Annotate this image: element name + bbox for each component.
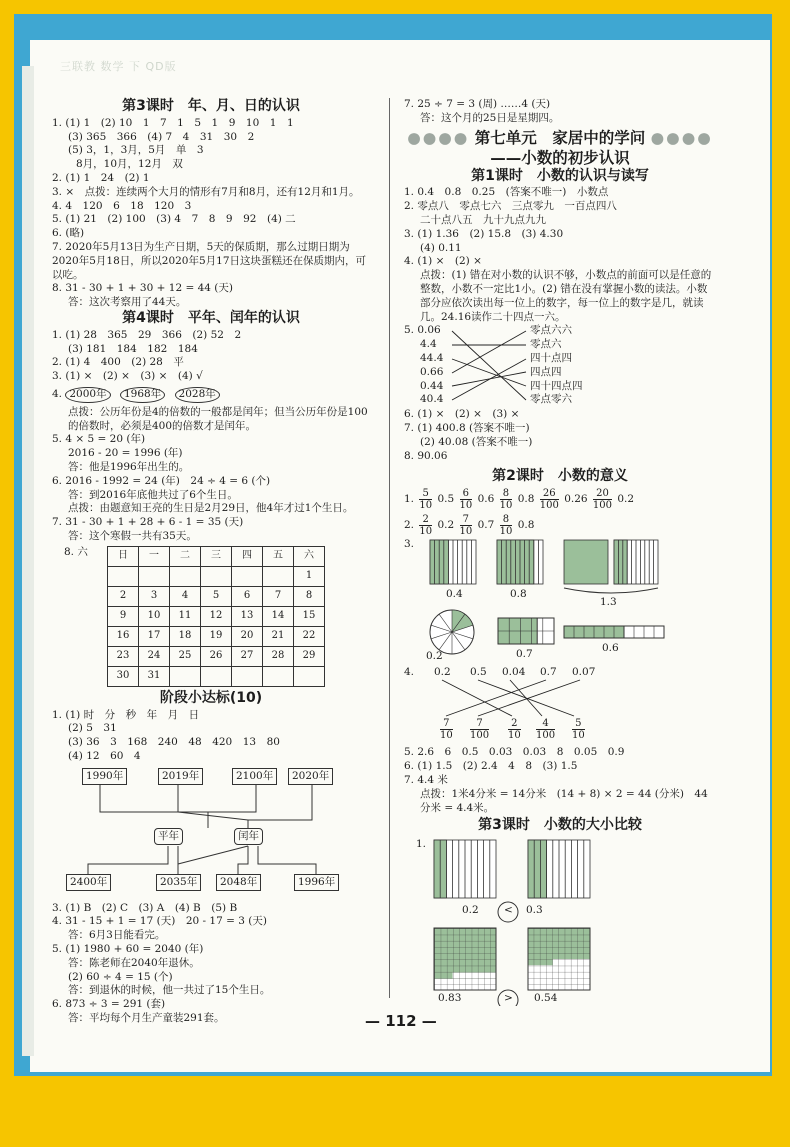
decimal-fraction-matching <box>404 666 716 746</box>
column-divider <box>389 98 390 998</box>
answer-line: 答：陈老师在2040年退休。 <box>68 956 200 969</box>
tip-text: 点拨：由题意知王亮的生日是2月29日，他4年才过1个生日。 <box>68 502 354 515</box>
compare-value: 0.83 <box>438 992 462 1005</box>
leap-year-box: 闰年 <box>234 828 263 846</box>
match-left-item: 0.66 <box>420 365 444 378</box>
shading-diagrams <box>404 538 716 664</box>
calendar-day-cell: 29 <box>294 646 325 666</box>
r-lesson1-title: 第1课时 小数的认识与读写 <box>471 167 649 184</box>
match-right-item: 四十四点四 <box>530 379 583 392</box>
r-lesson2-title: 第2课时 小数的意义 <box>492 467 628 484</box>
calendar-day-cell: 11 <box>170 606 201 626</box>
answer-line: 7. 4.4 米 <box>404 773 448 786</box>
denominator: 10 <box>508 730 521 742</box>
calendar-day-cell: 5 <box>201 586 232 606</box>
calendar-day-cell: 24 <box>139 646 170 666</box>
calendar-day-cell: 12 <box>201 606 232 626</box>
calendar-day-cell <box>232 666 263 686</box>
left-column <box>52 98 370 1026</box>
answer-line: 5. (1) 21 (2) 100 (3) 4 7 8 9 92 (4) 二 <box>52 213 296 226</box>
year-box: 1990年 <box>82 768 127 786</box>
fraction-answer-row <box>404 512 716 538</box>
q4-label: 4. <box>404 666 415 679</box>
lesson3-title: 第3课时 年、月、日的认识 <box>122 98 300 114</box>
q2-label: 2. <box>404 519 415 532</box>
calendar-day-cell: 31 <box>139 666 170 686</box>
answer-line: (3) 36 3 168 240 48 420 13 80 <box>68 736 280 749</box>
decimal-value: 0.2 <box>437 519 455 532</box>
unit-title-text: 第七单元 家居中的学问 <box>474 128 646 147</box>
answer-line: 7. (1) 400.8 (答案不唯一) <box>404 422 530 435</box>
decimal-value: 0.5 <box>437 493 455 506</box>
calendar-header-cell: 三 <box>201 546 232 566</box>
denominator: 10 <box>459 499 473 511</box>
answer-line: 二十点八五 九十九点九九 <box>420 213 546 226</box>
match-left-item: 4.4 <box>420 338 437 351</box>
calendar-row <box>108 586 325 606</box>
answer-line: 2. 零点八 零点七六 三点零九 一百点四八 <box>404 200 617 213</box>
answer-line: 2. (1) 1 24 (2) 1 <box>52 171 150 184</box>
dots-decoration-left: ●●●● <box>407 128 470 147</box>
answer-line: 答：这次考察用了44天。 <box>68 296 187 309</box>
tip-text: 点拨：1米4分米 = 14分米 (14 + 8) × 2 = 44 (分米) 44分米 = 4.4米。 <box>420 787 708 814</box>
denominator: 100 <box>470 730 490 742</box>
calendar-day-cell: 23 <box>108 646 139 666</box>
fraction <box>419 488 432 511</box>
calendar-day-cell <box>201 566 232 586</box>
q1-label: 1. <box>416 838 427 851</box>
leap-year-oval: 2000年 <box>65 387 110 403</box>
answer-line <box>52 387 370 403</box>
calendar-day-cell: 1 <box>294 566 325 586</box>
year-box: 2400年 <box>66 874 111 892</box>
calendar-day-cell: 7 <box>263 586 294 606</box>
answer-line: 4. 4 120 6 18 120 3 <box>52 199 192 212</box>
q1-label: 1. <box>404 493 415 506</box>
calendar-day-cell <box>108 566 139 586</box>
year-box: 2035年 <box>156 874 201 892</box>
lesson4-title: 第4课时 平年、闰年的认识 <box>122 309 300 326</box>
compare-sign: < <box>504 904 513 917</box>
top-decimal: 0.07 <box>572 666 596 679</box>
answer-line: 7. 2020年5月13日为生产日期，5天的保质期，那么过期日期为2020年5月18日，所以2020年5月17日这块蛋糕还在保质期内，可以吃。 <box>52 240 367 281</box>
numerator: 5 <box>572 718 585 730</box>
match-left-item: 44.4 <box>420 351 444 364</box>
r-lesson3-title: 第3课时 小数的大小比较 <box>478 817 642 834</box>
answer-line: 3. (1) B (2) C (3) A (4) B (5) B <box>52 901 238 914</box>
compare-diagrams <box>404 836 716 1006</box>
answer-line: 4. 31 - 15 + 1 = 17 (天) 20 - 17 = 3 (天) <box>52 915 267 928</box>
leap-year-oval: 1968年 <box>120 387 165 403</box>
answer-line: (2) 40.08 (答案不唯一) <box>420 435 533 448</box>
answer-line: 答：他是1996年出生的。 <box>68 460 190 473</box>
calendar-row <box>108 646 325 666</box>
q4-label: 4. <box>52 387 63 400</box>
fraction <box>572 718 585 741</box>
answer-line: 6. (1) × (2) × (3) × <box>404 408 520 421</box>
calendar-day-cell: 13 <box>232 606 263 626</box>
answer-line: 答：这个月的25日是星期四。 <box>420 111 560 124</box>
q3-label: 3. <box>404 538 415 551</box>
compare-value: 0.3 <box>526 904 543 917</box>
unit-title <box>404 128 716 148</box>
top-decimal: 0.2 <box>434 666 451 679</box>
right-column <box>404 98 716 1006</box>
compare-sign: > <box>504 992 513 1005</box>
answer-line: 1. (1) 时 分 秒 年 月 日 <box>52 708 200 721</box>
calendar-header-cell: 六 <box>294 546 325 566</box>
numerator: 4 <box>536 718 555 730</box>
fraction <box>500 514 513 537</box>
answer-line: 8月，10月，12月 双 <box>76 158 183 171</box>
decimal-value: 0.7 <box>477 519 495 532</box>
calendar-day-cell <box>139 566 170 586</box>
match-right-item: 零点零六 <box>530 393 572 406</box>
calendar-row <box>108 666 325 686</box>
answer-line: (3) 365 366 (4) 7 4 31 30 2 <box>68 130 255 143</box>
answer-line: 2. (1) 4 400 (2) 28 平 <box>52 356 184 369</box>
calendar-header-row <box>108 546 325 566</box>
numerator: 8 <box>500 514 513 526</box>
answer-line: 5. (1) 1980 + 60 = 2040 (年) <box>52 943 204 956</box>
calendar-day-cell <box>263 666 294 686</box>
numerator: 8 <box>500 488 513 500</box>
calendar-day-cell: 15 <box>294 606 325 626</box>
answer-line: 答：到2016年底他共过了6个生日。 <box>68 488 238 501</box>
answer-line: 7. 25 ÷ 7 = 3 (周) ……4 (天) <box>404 98 551 110</box>
match-right-item: 四十点四 <box>530 351 572 364</box>
calendar-day-cell: 25 <box>170 646 201 666</box>
decimal-value: 0.6 <box>477 493 495 506</box>
decimal-value: 0.2 <box>617 493 635 506</box>
shade-label: 0.7 <box>516 648 533 661</box>
match-right-item: 四点四 <box>530 365 562 378</box>
fraction <box>500 488 513 511</box>
answer-line: 3. × 点拨：连续两个大月的情形有7月和8月，还有12月和1月。 <box>52 185 360 198</box>
unit-subtitle: ——小数的初步认识 <box>490 148 630 167</box>
calendar-day-cell: 20 <box>232 626 263 646</box>
calendar-day-cell: 9 <box>108 606 139 626</box>
answer-line: 答：6月3日能看完。 <box>68 929 166 942</box>
numerator: 7 <box>460 514 473 526</box>
shade-label: 0.8 <box>510 588 527 601</box>
year-box: 1996年 <box>294 874 339 892</box>
calendar-day-cell: 8 <box>294 586 325 606</box>
numerator: 7 <box>440 718 453 730</box>
answer-line: 5. 2.6 6 0.5 0.03 0.03 8 0.05 0.9 <box>404 746 625 759</box>
denominator: 100 <box>536 730 556 742</box>
match-right-item: 零点六 <box>530 338 562 351</box>
answer-line: (2) 5 31 <box>68 722 117 735</box>
fraction <box>460 514 473 537</box>
denominator: 10 <box>419 525 433 537</box>
year-classification-tree <box>52 764 370 890</box>
match-left-item: 40.4 <box>420 393 444 406</box>
dots-decoration-right: ●●●● <box>650 128 713 147</box>
calendar-block <box>52 546 370 687</box>
numerator: 6 <box>460 488 473 500</box>
calendar-day-cell: 30 <box>108 666 139 686</box>
answer-line: 4. (1) × (2) × <box>404 255 482 268</box>
calendar-day-cell <box>294 666 325 686</box>
answer-line: 1. (1) 1 (2) 10 1 7 1 5 1 9 10 1 1 <box>52 116 294 129</box>
denominator: 100 <box>592 499 613 511</box>
answer-line: 3. (1) 1.36 (2) 15.8 (3) 4.30 <box>404 227 564 240</box>
calendar-day-cell <box>170 566 201 586</box>
answer-line: 答：到退休的时候，他一共过了15个生日。 <box>68 984 271 997</box>
fraction <box>508 718 521 741</box>
calendar-header-cell: 一 <box>139 546 170 566</box>
match-right-list <box>530 324 583 407</box>
answer-line: (5) 3，1，3月，5月 单 3 <box>68 144 204 157</box>
answer-line: 6. (略) <box>52 227 85 240</box>
compare-grids-svg <box>404 836 716 1006</box>
denominator: 10 <box>440 730 453 742</box>
calendar-day-cell: 6 <box>232 586 263 606</box>
answer-line: 答：平均每个月生产童装291套。 <box>68 1012 225 1025</box>
calendar-day-cell: 22 <box>294 626 325 646</box>
calendar-day-cell: 2 <box>108 586 139 606</box>
answer-line: (3) 181 184 182 184 <box>68 342 198 355</box>
tip-text: 点拨：公历年份是4的倍数的一般都是闰年；但当公历年份是100的倍数时，必须是400的倍数才是闰年。 <box>68 405 368 432</box>
compare-value: 0.54 <box>534 992 558 1005</box>
shade-label: 0.4 <box>446 588 463 601</box>
answer-line: (4) 12 60 4 <box>68 749 141 762</box>
fraction <box>440 718 453 741</box>
answer-line: 1. 0.4 0.8 0.25 (答案不唯一) 小数点 <box>404 186 609 199</box>
common-year-box: 平年 <box>154 828 183 846</box>
calendar-header-cell: 二 <box>170 546 201 566</box>
decimal-value: 0.8 <box>517 519 535 532</box>
fraction-answer-row <box>404 486 716 512</box>
numerator: 26 <box>540 488 559 500</box>
answer-line: 7. 31 - 30 + 1 + 28 + 6 - 1 = 35 (天) <box>52 516 244 529</box>
calendar-row <box>108 606 325 626</box>
answer-line: (4) 0.11 <box>420 241 462 254</box>
header-ghost-text: 三联教 数学 下 QD版 <box>60 60 177 73</box>
numerator: 5 <box>419 488 432 500</box>
calendar-day-cell <box>201 666 232 686</box>
calendar-day-cell: 21 <box>263 626 294 646</box>
decimal-value: 0.26 <box>564 493 588 506</box>
top-decimal: 0.04 <box>502 666 526 679</box>
denominator: 100 <box>539 499 559 511</box>
fraction <box>460 488 473 511</box>
fraction <box>593 488 612 511</box>
leap-year-oval: 2028年 <box>175 387 220 403</box>
calendar-day-cell: 10 <box>139 606 170 626</box>
shade-label: 0.2 <box>426 650 443 663</box>
year-box: 2100年 <box>232 768 277 786</box>
fraction <box>540 488 559 511</box>
answer-line: 1. (1) 28 365 29 366 (2) 52 2 <box>52 328 242 341</box>
calendar-header-cell: 五 <box>263 546 294 566</box>
match-right-item: 零点六六 <box>530 324 572 337</box>
top-decimal: 0.7 <box>540 666 557 679</box>
answer-line: 6. 2016 - 1992 = 24 (年) 24 ÷ 4 = 6 (个) <box>52 474 271 487</box>
binding-strip <box>22 66 34 1056</box>
denominator: 10 <box>499 499 513 511</box>
match-left-item: 0.44 <box>420 379 444 392</box>
calendar-day-cell: 3 <box>139 586 170 606</box>
answer-line: 2016 - 20 = 1996 (年) <box>68 447 183 460</box>
denominator: 10 <box>459 525 473 537</box>
calendar-day-cell: 16 <box>108 626 139 646</box>
answer-line: (2) 60 ÷ 4 = 15 (个) <box>68 970 173 983</box>
fraction <box>419 514 432 537</box>
answer-line: 8. 31 - 30 + 1 + 30 + 12 = 44 (天) <box>52 282 233 295</box>
denominator: 10 <box>499 525 513 537</box>
year-box: 2019年 <box>158 768 203 786</box>
fraction <box>536 718 555 741</box>
tip-text: 点拨：(1) 错在对小数的认识不够，小数点的前面可以是任意的整数，小数不一定比1小。(2) 错在没有掌握小数的读法。小数部分应依次读出每一位上的数字，每一位上的数字是几，就读几。24.16读作二十四点一六。 <box>420 269 712 323</box>
calendar-day-cell: 26 <box>201 646 232 666</box>
match-left-item: 5. 0.06 <box>404 324 441 337</box>
calendar-table <box>107 546 325 687</box>
answer-line: 答：这个寒假一共有35天。 <box>68 529 197 542</box>
q8-label: 8. 六 <box>64 545 88 558</box>
calendar-day-cell <box>232 566 263 586</box>
calendar-day-cell <box>170 666 201 686</box>
numerator: 20 <box>593 488 612 500</box>
answer-line: 6. (1) 1.5 (2) 2.4 4 8 (3) 1.5 <box>404 760 578 773</box>
year-box: 2020年 <box>288 768 333 786</box>
numerator: 2 <box>419 514 432 526</box>
fraction <box>470 718 489 741</box>
calendar-day-cell: 27 <box>232 646 263 666</box>
calendar-day-cell: 28 <box>263 646 294 666</box>
calendar-day-cell: 19 <box>201 626 232 646</box>
matching-exercise <box>404 324 716 408</box>
answer-line: 6. 873 ÷ 3 = 291 (套) <box>52 998 166 1011</box>
calendar-day-cell: 18 <box>170 626 201 646</box>
shade-label: 1.3 <box>600 596 617 609</box>
answer-line: 8. 90.06 <box>404 449 448 462</box>
calendar-header-cell: 日 <box>108 546 139 566</box>
numerator: 7 <box>470 718 489 730</box>
calendar-day-cell: 4 <box>170 586 201 606</box>
calendar-row <box>108 566 325 586</box>
calendar-header-cell: 四 <box>232 546 263 566</box>
calendar-day-cell: 14 <box>263 606 294 626</box>
match-left-list <box>404 324 443 407</box>
denominator: 10 <box>419 499 433 511</box>
compare-value: 0.2 <box>462 904 479 917</box>
stage-title: 阶段小达标(10) <box>159 689 263 706</box>
calendar-day-cell: 17 <box>139 626 170 646</box>
answer-line: 3. (1) × (2) × (3) × (4) √ <box>52 370 203 383</box>
top-decimal: 0.5 <box>470 666 487 679</box>
calendar-day-cell <box>263 566 294 586</box>
calendar-row <box>108 626 325 646</box>
numerator: 2 <box>508 718 521 730</box>
denominator: 10 <box>572 730 585 742</box>
page-number: — 112 — <box>365 1012 437 1030</box>
year-box: 2048年 <box>216 874 261 892</box>
answer-line: 5. 4 × 5 = 20 (年) <box>52 433 146 446</box>
decimal-value: 0.8 <box>517 493 535 506</box>
shade-label: 0.6 <box>602 642 619 655</box>
